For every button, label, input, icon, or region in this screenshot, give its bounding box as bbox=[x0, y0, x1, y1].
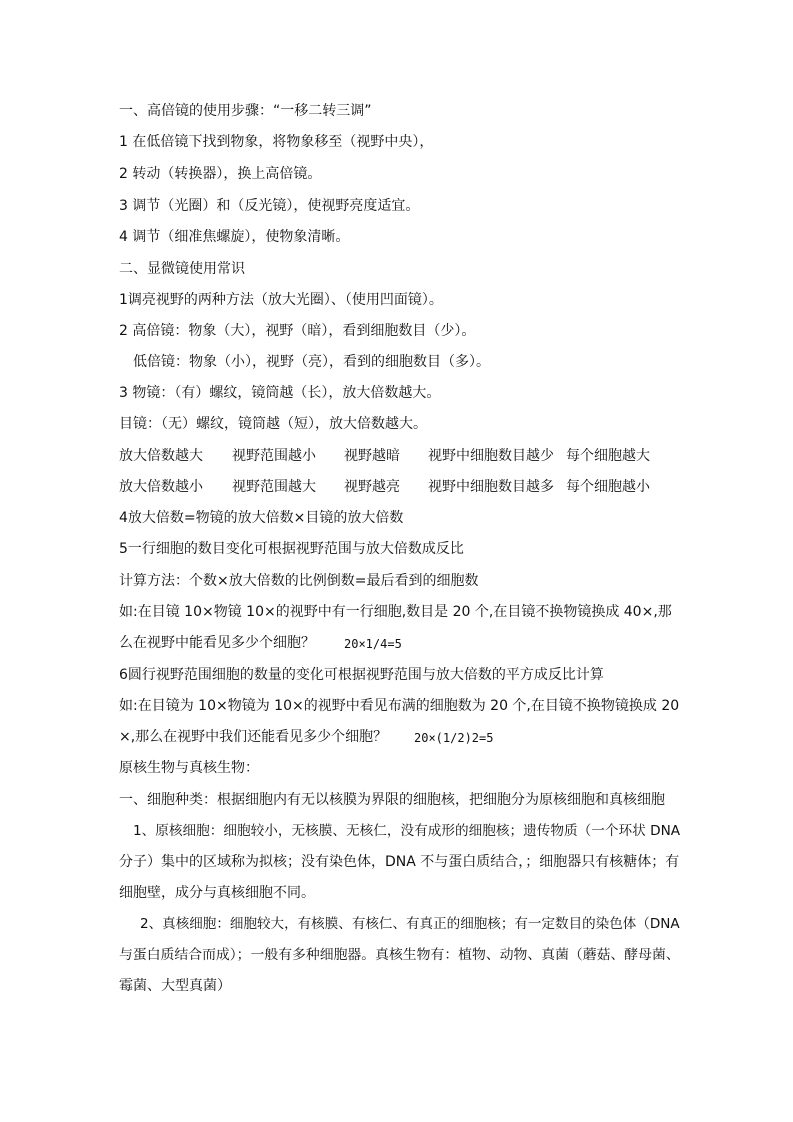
circle-field-rule: 6圆行视野范围细胞的数量的变化可根据视野范围与放大倍数的平方成反比计算 bbox=[119, 667, 604, 683]
comparison-cell: 视野中细胞数目越少 bbox=[428, 448, 554, 464]
comparison-row-smaller bbox=[119, 477, 679, 497]
comparison-cell: 视野越亮 bbox=[344, 479, 400, 495]
microscope-knowledge-heading: 二、显微镜使用常识 bbox=[119, 261, 245, 277]
step-3: 3 调节（光圈）和（反光镜），使视野亮度适宜。 bbox=[119, 198, 420, 214]
cell-types-heading: 一、细胞种类：根据细胞内有无以核膜为界限的细胞核，把细胞分为原核细胞和真核细胞 bbox=[119, 792, 665, 808]
example-1-line-2: 么在视野中能看见多少个细胞？ bbox=[119, 635, 315, 651]
row-cell-rule: 5一行细胞的数目变化可根据视野范围与放大倍数成反比 bbox=[119, 541, 464, 557]
eukaryotic-line-1: 2、真核细胞：细胞较大，有核膜、有核仁、有真正的细胞核；有一定数目的染色体（DNA bbox=[140, 916, 680, 932]
step-4: 4 调节（细准焦螺旋），使物象清晰。 bbox=[119, 229, 350, 245]
comparison-cell: 视野范围越大 bbox=[232, 479, 316, 495]
comparison-cell: 视野中细胞数目越多 bbox=[428, 479, 554, 495]
example-2-answer: 20×(1/2)2=5 bbox=[414, 731, 494, 745]
prokaryotic-line-1: 1、原核细胞：细胞较小，无核膜、无核仁，没有成形的细胞核；遗传物质（一个环状 DNA bbox=[133, 823, 681, 839]
low-power-lens: 低倍镜：物象（小），视野（亮），看到的细胞数目（多）。 bbox=[133, 354, 490, 370]
comparison-cell: 放大倍数越小 bbox=[119, 479, 203, 495]
eukaryotic-line-2: 与蛋白质结合而成）；一般有多种细胞器。真核生物有：植物、动物、真菌（蘑菇、酵母菌、 bbox=[119, 947, 680, 963]
example-1-answer: 20×1/4=5 bbox=[344, 637, 402, 651]
eukaryotic-line-3: 霉菌、大型真菌） bbox=[119, 978, 231, 994]
comparison-cell: 视野越暗 bbox=[344, 448, 400, 464]
objective-lens: 3 物镜：（有）螺纹，镜筒越（长），放大倍数越大。 bbox=[119, 385, 441, 401]
example-1-line-1: 如:在目镜 10×物镜 10×的视野中有一行细胞,数目是 20 个,在目镜不换物镜换成 40×,那 bbox=[119, 604, 672, 620]
magnification-formula: 4放大倍数=物镜的放大倍数×目镜的放大倍数 bbox=[119, 510, 404, 526]
prokaryotic-line-2: 分子）集中的区域称为拟核；没有染色体，DNA 不与蛋白质结合，；细胞器只有核糖体；有 bbox=[119, 854, 680, 870]
example-2-line-2: ×,那么在视野中我们还能看见多少个细胞？ bbox=[119, 729, 388, 745]
eyepiece-lens: 目镜：（无）螺纹，镜筒越（短），放大倍数越大。 bbox=[119, 416, 427, 432]
comparison-cell: 每个细胞越大 bbox=[566, 448, 650, 464]
brighten-methods: 1调亮视野的两种方法（放大光圈）、（使用凹面镜）。 bbox=[119, 292, 443, 308]
example-2-line-1: 如:在目镜为 10×物镜为 10×的视野中看见布满的细胞数为 20 个,在目镜不换物镜换成 20 bbox=[119, 698, 680, 714]
prokaryote-title: 原核生物与真核生物： bbox=[119, 760, 259, 776]
prokaryotic-line-3: 细胞壁，成分与真核细胞不同。 bbox=[119, 885, 315, 901]
comparison-cell: 放大倍数越大 bbox=[119, 448, 203, 464]
comparison-row-larger bbox=[119, 446, 679, 466]
step-2: 2 转动（转换器），换上高倍镜。 bbox=[119, 166, 322, 182]
high-power-lens: 2 高倍镜：物象（大），视野（暗），看到细胞数目（少）。 bbox=[119, 323, 476, 339]
step-1: 1 在低倍镜下找到物象，将物象移至（视野中央）， bbox=[119, 134, 434, 150]
microscope-steps-heading: 一、高倍镜的使用步骤：“一移二转三调” bbox=[119, 103, 372, 119]
calc-method: 计算方法：个数×放大倍数的比例倒数=最后看到的细胞数 bbox=[119, 573, 479, 589]
comparison-cell: 视野范围越小 bbox=[232, 448, 316, 464]
comparison-cell: 每个细胞越小 bbox=[566, 479, 650, 495]
